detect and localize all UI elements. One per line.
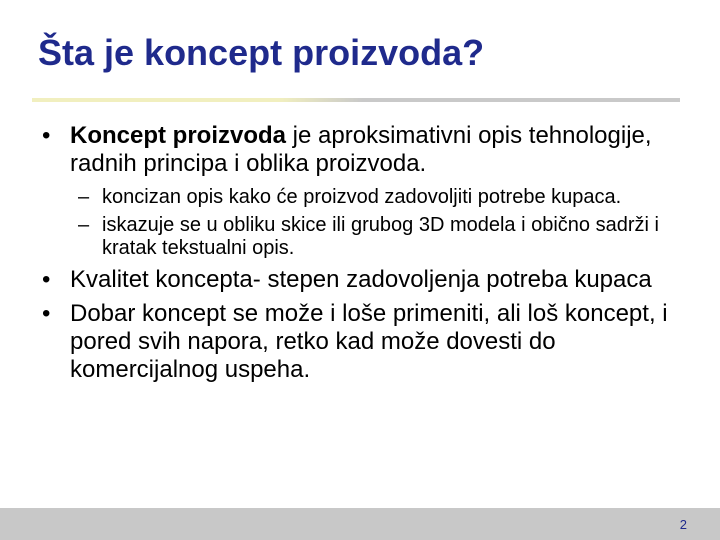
bullet-bold-text: Koncept proizvoda <box>70 122 287 149</box>
bullet-mark: • <box>42 266 51 293</box>
sub-bullet-list <box>32 186 682 260</box>
bullet-item <box>32 122 682 178</box>
sub-bullet-mark: – <box>78 186 90 208</box>
sub-bullet-text: iskazuje se u obliku skice ili grubog 3D modela i obično sadrži i kratak tekstualni opis. <box>102 214 659 259</box>
title-divider-accent <box>32 98 362 102</box>
bullet-item <box>32 266 682 294</box>
slide-content <box>32 122 682 384</box>
bullet-mark: • <box>42 300 51 327</box>
bullet-mark: • <box>42 122 51 149</box>
page-number: 2 <box>679 517 687 532</box>
bullet-item <box>32 300 682 384</box>
sub-bullet-item <box>32 214 682 260</box>
footer-bar <box>0 508 720 540</box>
sub-bullet-mark: – <box>78 214 90 236</box>
sub-bullet-text: koncizan opis kako će proizvod zadovoljiti potrebe kupaca. <box>102 186 622 208</box>
sub-bullet-item <box>32 186 682 209</box>
bullet-text: je aproksimativni opis tehnologije, radnih principa i oblika proizvoda. <box>70 122 652 177</box>
title-divider <box>32 98 680 102</box>
bullet-text: Kvalitet koncepta- stepen zadovoljenja potreba kupaca <box>70 266 652 293</box>
bullet-text: Dobar koncept se može i loše primeniti, ali loš koncept, i pored svih napora, retko kad može dovesti do komercijalnog uspeha. <box>70 300 668 383</box>
slide-title: Šta je koncept proizvoda? <box>38 32 485 73</box>
